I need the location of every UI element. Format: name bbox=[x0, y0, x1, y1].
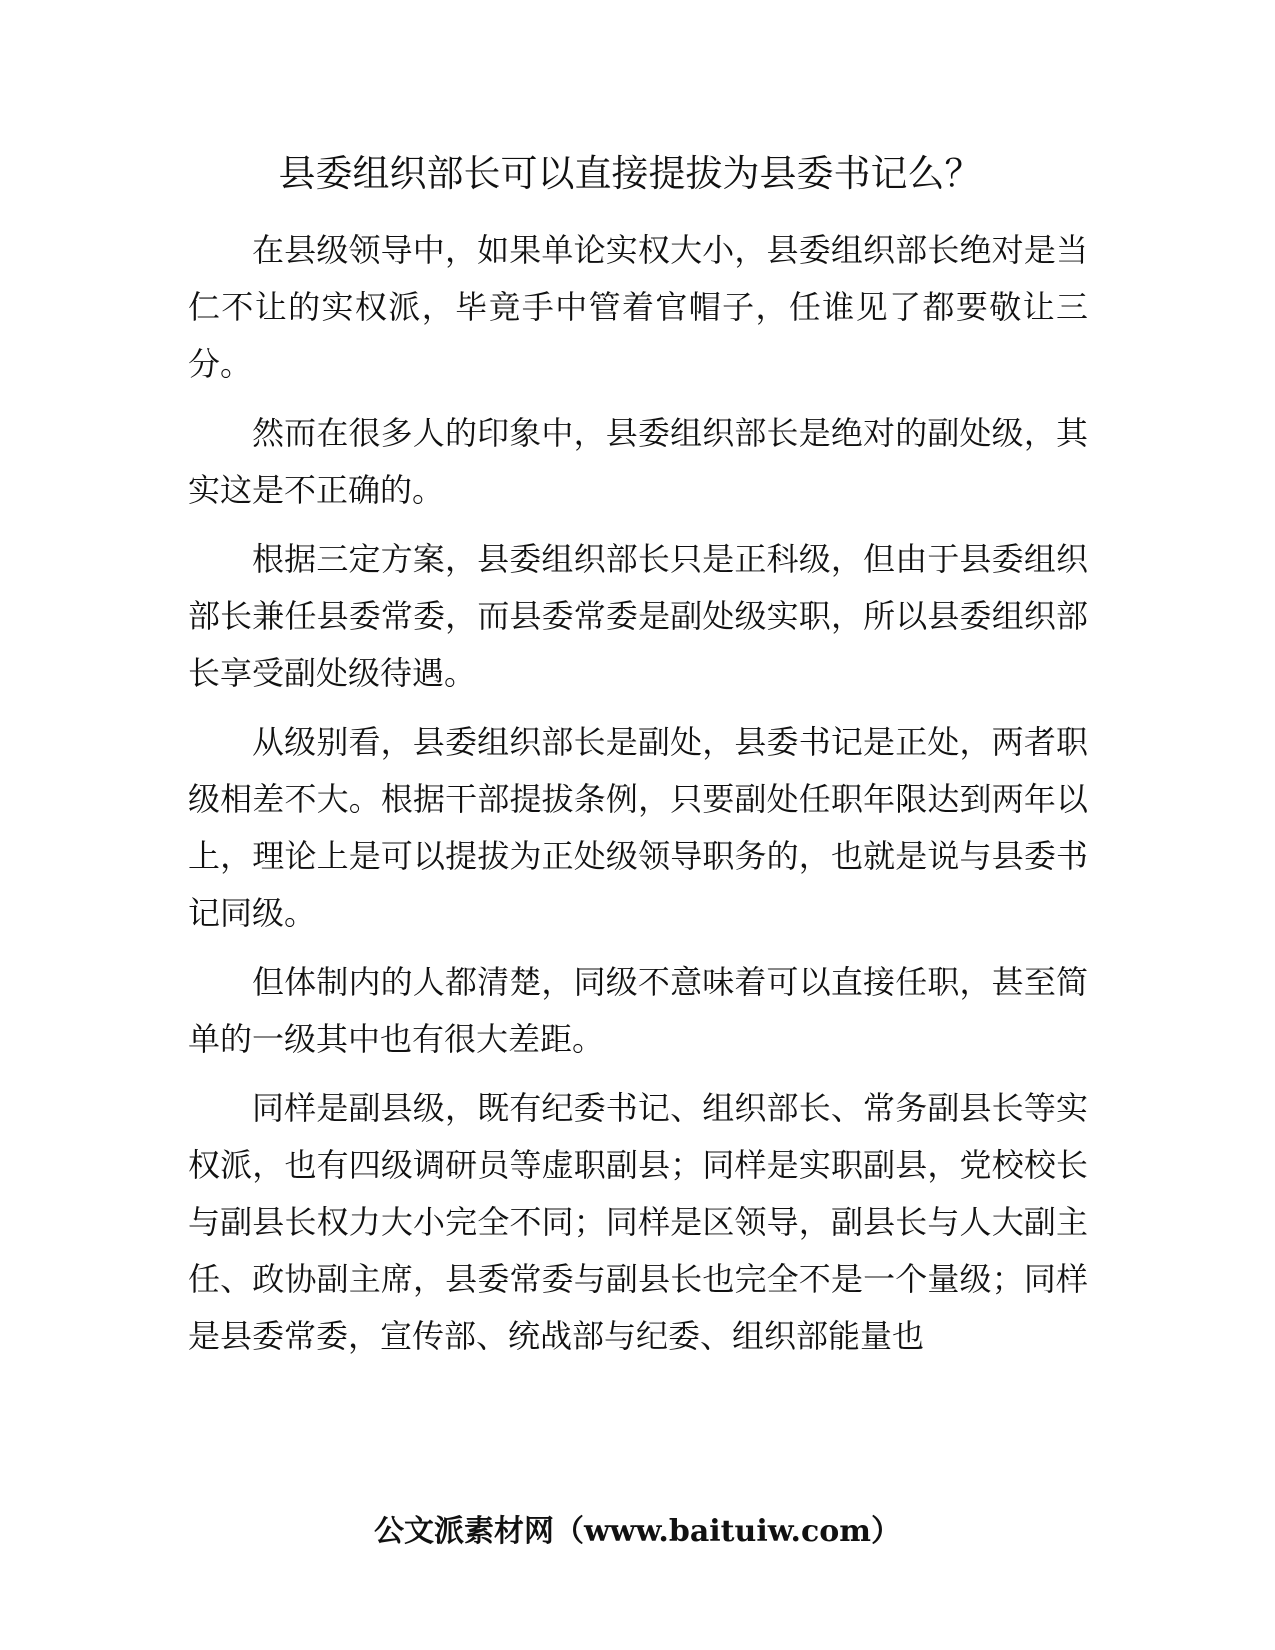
paragraph-4: 从级别看，县委组织部长是副处，县委书记是正处，两者职级相差不大。根据干部提拔条例，只要副处任职年限达到两年以上，理论上是可以提拔为正处级领导职务的，也就是说与县委书记同级。 bbox=[188, 723, 1088, 932]
page-title: 县委组织部长可以直接提拔为县委书记么？ bbox=[278, 152, 982, 195]
article-body bbox=[188, 222, 1088, 1377]
paragraph-1: 在县级领导中，如果单论实权大小，县委组织部长绝对是当仁不让的实权派，毕竟手中管着官帽子，任谁见了都要敬让三分。 bbox=[188, 231, 1088, 383]
paragraph-3: 根据三定方案，县委组织部长只是正科级，但由于县委组织部长兼任县委常委，而县委常委是副处级实职，所以县委组织部长享受副处级待遇。 bbox=[188, 540, 1088, 692]
paragraph-2: 然而在很多人的印象中，县委组织部长是绝对的副处级，其实这是不正确的。 bbox=[188, 414, 1088, 509]
footer-source: 公文派素材网（www.baituiw.com） bbox=[373, 1514, 902, 1549]
paragraph-6: 同样是副县级，既有纪委书记、组织部长、常务副县长等实权派，也有四级调研员等虚职副县；同样是实职副县，党校校长与副县长权力大小完全不同；同样是区领导，副县长与人大副主任、政协副主席，县委常委与副县长也完全不是一个量级；同样是县委常委，宣传部、统战部与纪委、组织部能量也 bbox=[188, 1089, 1088, 1355]
paragraph-5: 但体制内的人都清楚，同级不意味着可以直接任职，甚至简单的一级其中也有很大差距。 bbox=[188, 963, 1088, 1058]
